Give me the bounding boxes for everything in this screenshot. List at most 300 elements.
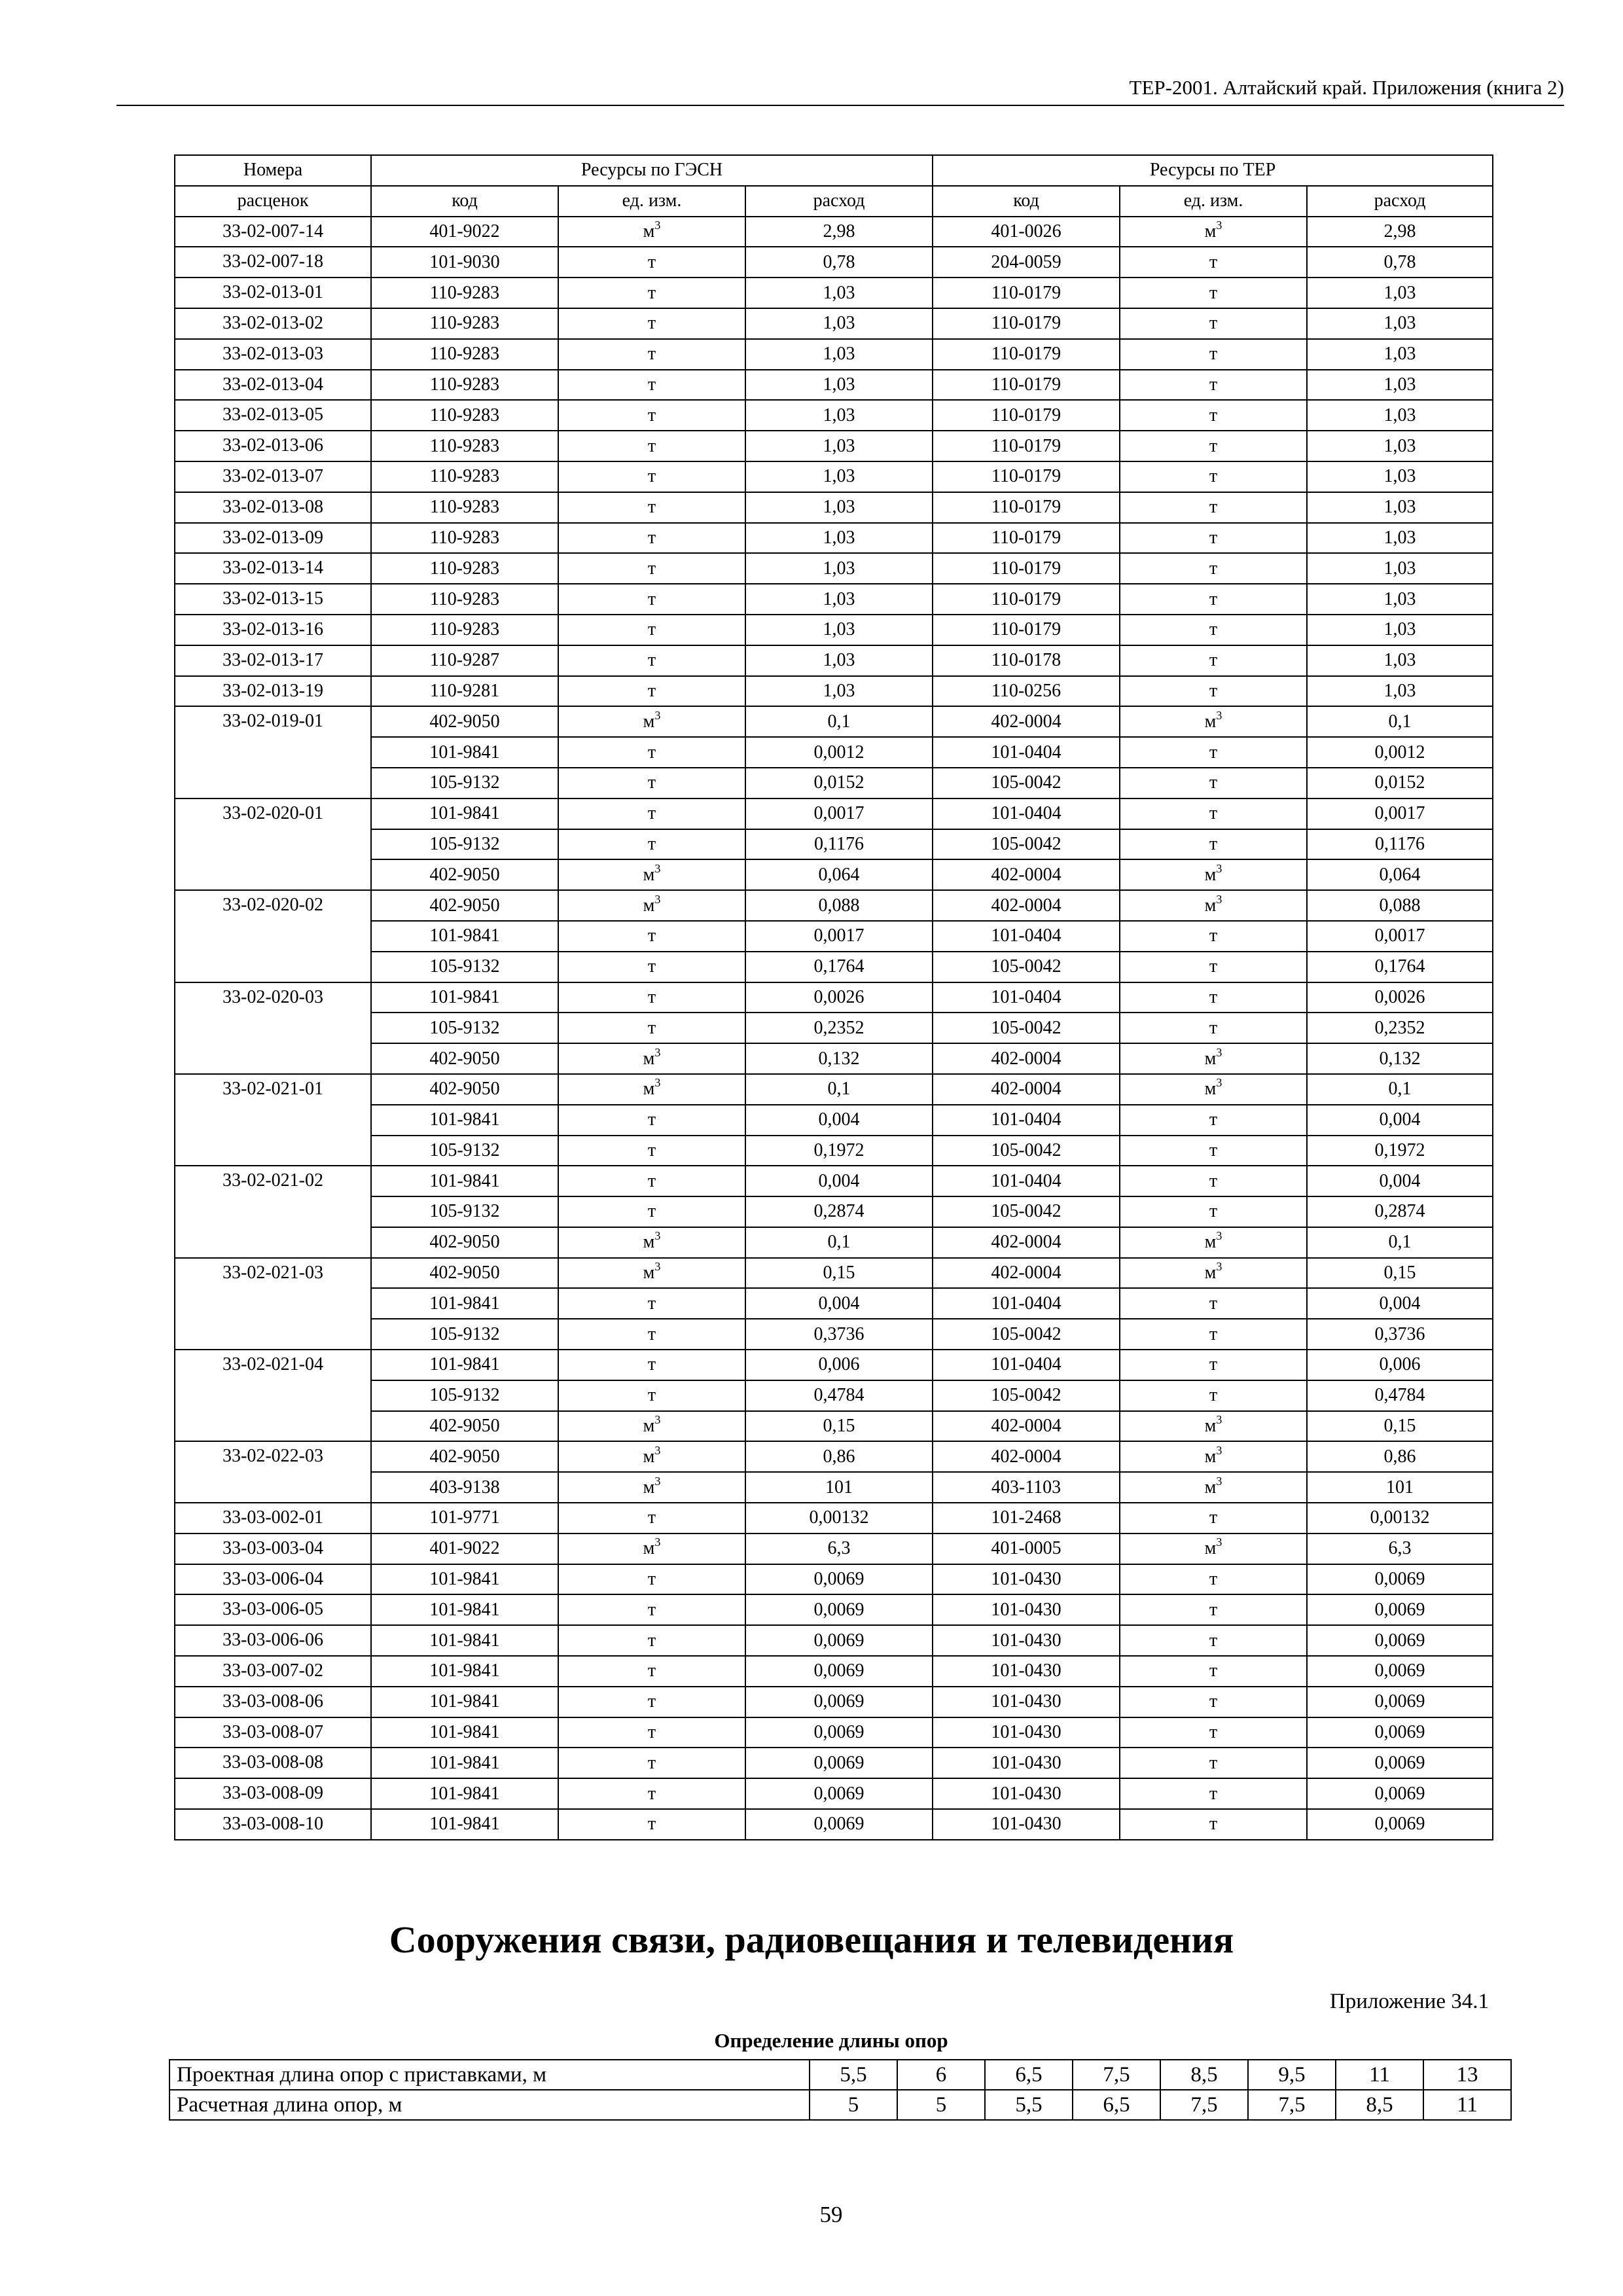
gesn-consumption-cell: 1,03 — [745, 339, 933, 370]
table-row — [175, 829, 1493, 860]
running-header: ТЕР-2001. Алтайский край. Приложения (книга 2) — [116, 71, 1564, 106]
ter-unit-cell: $м^3$ — [1120, 1258, 1307, 1289]
gesn-consumption-cell: 0,0017 — [745, 798, 933, 829]
gesn-code-cell: 101-9841 — [371, 1350, 558, 1380]
rate-number-cell: 33-02-013-01 — [175, 278, 371, 308]
ter-unit-cell: т — [1120, 645, 1307, 676]
table-row — [175, 247, 1493, 278]
ter-code-cell: 110-0179 — [933, 461, 1120, 492]
gesn-code-cell: 101-9841 — [371, 1564, 558, 1595]
gesn-unit-cell: т — [558, 1717, 745, 1748]
ter-unit-cell: т — [1120, 768, 1307, 798]
ter-consumption-cell: 1,03 — [1307, 676, 1493, 707]
table-row — [175, 308, 1493, 339]
table-row — [175, 461, 1493, 492]
ter-consumption-cell: 1,03 — [1307, 553, 1493, 584]
ter-consumption-cell: 1,03 — [1307, 492, 1493, 523]
table-row — [175, 1472, 1493, 1503]
table-row — [175, 645, 1493, 676]
gesn-code-cell: 101-9841 — [371, 1748, 558, 1778]
ter-consumption-cell: 1,03 — [1307, 278, 1493, 308]
rate-number-cell: 33-02-020-01 — [175, 798, 371, 890]
pole-length-table — [169, 2059, 1512, 2121]
ter-consumption-cell: 0,0069 — [1307, 1656, 1493, 1687]
gesn-consumption-cell: 1,03 — [745, 400, 933, 431]
ter-consumption-cell: 0,0069 — [1307, 1687, 1493, 1717]
gesn-consumption-cell: 0,064 — [745, 859, 933, 890]
ter-unit-cell: $м^3$ — [1120, 1472, 1307, 1503]
gesn-consumption-cell: 0,86 — [745, 1441, 933, 1472]
gesn-consumption-cell: 0,1 — [745, 706, 933, 737]
table-row — [175, 952, 1493, 982]
rate-number-cell: 33-02-013-14 — [175, 553, 371, 584]
rate-number-cell: 33-03-008-10 — [175, 1809, 371, 1840]
ter-code-cell: 402-0004 — [933, 1043, 1120, 1074]
table-row — [175, 737, 1493, 768]
ter-code-cell: 204-0059 — [933, 247, 1120, 278]
gesn-consumption-cell: 0,3736 — [745, 1319, 933, 1350]
ter-consumption-cell: 0,2874 — [1307, 1196, 1493, 1227]
ter-consumption-cell: 6,3 — [1307, 1534, 1493, 1564]
ter-code-cell: 101-2468 — [933, 1503, 1120, 1534]
table-row — [175, 1809, 1493, 1840]
ter-unit-cell: т — [1120, 798, 1307, 829]
gesn-code-cell: 101-9841 — [371, 1594, 558, 1625]
rate-number-cell: 33-02-013-03 — [175, 339, 371, 370]
gesn-code-cell: 101-9841 — [371, 1656, 558, 1687]
row-label: Расчетная длина опор, м — [169, 2090, 810, 2120]
ter-unit-cell: т — [1120, 829, 1307, 860]
gesn-consumption-cell: 1,03 — [745, 370, 933, 401]
gesn-consumption-cell: 0,004 — [745, 1166, 933, 1196]
gesn-code-cell: 105-9132 — [371, 952, 558, 982]
table-row — [175, 1319, 1493, 1350]
gesn-code-cell: 110-9283 — [371, 278, 558, 308]
table-row — [175, 798, 1493, 829]
ter-consumption-cell: 0,004 — [1307, 1105, 1493, 1136]
table-subtitle: Определение длины опор — [714, 2029, 948, 2052]
ter-consumption-cell: 0,0069 — [1307, 1717, 1493, 1748]
gesn-code-cell: 101-9841 — [371, 982, 558, 1013]
gesn-unit-cell: т — [558, 1288, 745, 1319]
gesn-consumption-cell: 1,03 — [745, 553, 933, 584]
ter-code-cell: 402-0004 — [933, 859, 1120, 890]
gesn-unit-cell: т — [558, 308, 745, 339]
gesn-unit-cell: $м^3$ — [558, 1441, 745, 1472]
gesn-unit-cell: т — [558, 400, 745, 431]
ter-consumption-cell: 1,03 — [1307, 400, 1493, 431]
ter-consumption-cell: 1,03 — [1307, 523, 1493, 554]
gesn-unit-cell: т — [558, 523, 745, 554]
table-row — [175, 1625, 1493, 1656]
table-row — [175, 706, 1493, 737]
gesn-consumption-cell: 0,0069 — [745, 1594, 933, 1625]
ter-code-cell: 105-0042 — [933, 1380, 1120, 1411]
ter-consumption-cell: 0,1972 — [1307, 1136, 1493, 1166]
ter-consumption-cell: 0,0069 — [1307, 1748, 1493, 1778]
gesn-unit-cell: т — [558, 1105, 745, 1136]
resource-table-header — [175, 155, 1493, 217]
gesn-code-cell: 101-9841 — [371, 1625, 558, 1656]
ter-code-cell: 101-0430 — [933, 1625, 1120, 1656]
ter-code-cell: 101-0430 — [933, 1687, 1120, 1717]
ter-consumption-cell: 0,132 — [1307, 1043, 1493, 1074]
ter-code-cell: 110-0179 — [933, 339, 1120, 370]
gesn-consumption-cell: 0,4784 — [745, 1380, 933, 1411]
ter-consumption-cell: 0,004 — [1307, 1166, 1493, 1196]
ter-consumption-cell: 1,03 — [1307, 308, 1493, 339]
col-number-header-line2: расценок — [175, 186, 371, 217]
ter-unit-cell: $м^3$ — [1120, 890, 1307, 921]
rate-number-cell: 33-02-013-08 — [175, 492, 371, 523]
gesn-code-cell: 110-9283 — [371, 584, 558, 615]
table-row — [175, 1136, 1493, 1166]
gesn-unit-cell: $м^3$ — [558, 1534, 745, 1564]
gesn-consumption-cell: 1,03 — [745, 308, 933, 339]
gesn-consumption-cell: 0,1764 — [745, 952, 933, 982]
gesn-unit-cell: т — [558, 768, 745, 798]
rate-number-cell: 33-03-008-09 — [175, 1778, 371, 1809]
ter-unit-cell: т — [1120, 1656, 1307, 1687]
ter-unit-cell: т — [1120, 584, 1307, 615]
gesn-consumption-cell: 0,0152 — [745, 768, 933, 798]
ter-unit-cell: т — [1120, 1350, 1307, 1380]
ter-unit-cell: $м^3$ — [1120, 1441, 1307, 1472]
gesn-code-cell: 101-9841 — [371, 1105, 558, 1136]
pole-length-value: 6,5 — [1073, 2090, 1160, 2120]
gesn-consumption-cell: 0,1176 — [745, 829, 933, 860]
table-row — [175, 584, 1493, 615]
table-row — [175, 1534, 1493, 1564]
ter-code-cell: 110-0179 — [933, 553, 1120, 584]
gesn-unit-cell: $м^3$ — [558, 1411, 745, 1442]
ter-code-cell: 110-0179 — [933, 615, 1120, 645]
gesn-code-cell: 110-9283 — [371, 308, 558, 339]
ter-code-cell: 101-0404 — [933, 1166, 1120, 1196]
ter-consumption-cell: 0,0069 — [1307, 1778, 1493, 1809]
gesn-consumption-cell: 0,0012 — [745, 737, 933, 768]
rate-number-cell: 33-02-020-02 — [175, 890, 371, 982]
ter-code-cell: 401-0005 — [933, 1534, 1120, 1564]
rate-number-cell: 33-02-019-01 — [175, 706, 371, 798]
ter-code-cell: 110-0179 — [933, 308, 1120, 339]
ter-unit-cell: т — [1120, 1687, 1307, 1717]
ter-unit-cell: т — [1120, 278, 1307, 308]
gesn-unit-cell: т — [558, 1319, 745, 1350]
ter-consumption-cell: 0,0012 — [1307, 737, 1493, 768]
ter-code-cell: 105-0042 — [933, 1013, 1120, 1043]
gesn-code-cell: 110-9283 — [371, 615, 558, 645]
ter-code-cell: 101-0404 — [933, 921, 1120, 952]
gesn-code-cell: 402-9050 — [371, 706, 558, 737]
table-row — [175, 278, 1493, 308]
ter-unit-cell: т — [1120, 1013, 1307, 1043]
gesn-code-cell: 105-9132 — [371, 1380, 558, 1411]
rate-number-cell: 33-03-006-06 — [175, 1625, 371, 1656]
ter-consumption-cell: 0,064 — [1307, 859, 1493, 890]
gesn-consumption-cell: 0,088 — [745, 890, 933, 921]
gesn-consumption-cell: 0,0069 — [745, 1625, 933, 1656]
gesn-code-cell: 110-9283 — [371, 492, 558, 523]
ter-unit-cell: т — [1120, 1748, 1307, 1778]
gesn-unit-cell: т — [558, 461, 745, 492]
table-row — [175, 1288, 1493, 1319]
table-row — [175, 1594, 1493, 1625]
gesn-consumption-cell: 0,0069 — [745, 1809, 933, 1840]
ter-consumption-cell: 0,0152 — [1307, 768, 1493, 798]
ter-consumption-header: расход — [1307, 186, 1493, 217]
table-row — [175, 1380, 1493, 1411]
gesn-consumption-cell: 1,03 — [745, 645, 933, 676]
ter-code-cell: 101-0430 — [933, 1717, 1120, 1748]
ter-code-cell: 101-0404 — [933, 1288, 1120, 1319]
resource-table-body — [175, 217, 1493, 1840]
ter-code-cell: 110-0179 — [933, 400, 1120, 431]
gesn-consumption-cell: 1,03 — [745, 523, 933, 554]
ter-code-cell: 402-0004 — [933, 1074, 1120, 1105]
ter-consumption-cell: 1,03 — [1307, 339, 1493, 370]
gesn-consumption-cell: 1,03 — [745, 492, 933, 523]
ter-unit-cell: т — [1120, 461, 1307, 492]
table-row — [175, 370, 1493, 401]
gesn-code-cell: 105-9132 — [371, 1013, 558, 1043]
gesn-unit-cell: т — [558, 1166, 745, 1196]
rate-number-cell: 33-02-007-14 — [175, 217, 371, 247]
gesn-unit-cell: т — [558, 798, 745, 829]
gesn-unit-cell: $м^3$ — [558, 217, 745, 247]
table-row — [175, 553, 1493, 584]
gesn-consumption-cell: 0,006 — [745, 1350, 933, 1380]
ter-consumption-cell: 0,088 — [1307, 890, 1493, 921]
table-row — [175, 1013, 1493, 1043]
gesn-consumption-cell: 6,3 — [745, 1534, 933, 1564]
gesn-unit-cell: $м^3$ — [558, 1472, 745, 1503]
gesn-code-cell: 105-9132 — [371, 1136, 558, 1166]
rate-number-cell: 33-02-013-05 — [175, 400, 371, 431]
gesn-code-cell: 110-9283 — [371, 339, 558, 370]
ter-code-cell: 402-0004 — [933, 1258, 1120, 1289]
gesn-code-cell: 105-9132 — [371, 1319, 558, 1350]
table-row — [175, 1258, 1493, 1289]
ter-consumption-cell: 0,006 — [1307, 1350, 1493, 1380]
gesn-code-cell: 105-9132 — [371, 1196, 558, 1227]
ter-unit-cell: т — [1120, 308, 1307, 339]
ter-unit-cell: т — [1120, 921, 1307, 952]
ter-consumption-cell: 0,15 — [1307, 1258, 1493, 1289]
gesn-consumption-cell: 0,0069 — [745, 1717, 933, 1748]
ter-code-cell: 101-0430 — [933, 1564, 1120, 1595]
gesn-consumption-cell: 0,1 — [745, 1227, 933, 1258]
gesn-unit-cell: т — [558, 921, 745, 952]
rate-number-cell: 33-03-008-07 — [175, 1717, 371, 1748]
gesn-unit-header: ед. изм. — [558, 186, 745, 217]
gesn-unit-cell: $м^3$ — [558, 1258, 745, 1289]
gesn-unit-cell: т — [558, 645, 745, 676]
gesn-code-cell: 105-9132 — [371, 768, 558, 798]
ter-code-cell: 101-0430 — [933, 1748, 1120, 1778]
gesn-consumption-cell: 0,0017 — [745, 921, 933, 952]
col-number-header: Номера — [175, 155, 371, 186]
gesn-consumption-cell: 0,0069 — [745, 1656, 933, 1687]
gesn-unit-cell: т — [558, 676, 745, 707]
table-row — [175, 1717, 1493, 1748]
ter-code-cell: 110-0256 — [933, 676, 1120, 707]
rate-number-cell: 33-02-013-16 — [175, 615, 371, 645]
gesn-unit-cell: $м^3$ — [558, 1074, 745, 1105]
table-row — [175, 1748, 1493, 1778]
gesn-code-cell: 110-9283 — [371, 431, 558, 461]
ter-code-cell: 101-0430 — [933, 1656, 1120, 1687]
ter-code-cell: 402-0004 — [933, 706, 1120, 737]
ter-code-cell: 402-0004 — [933, 1227, 1120, 1258]
gesn-consumption-cell: 0,004 — [745, 1288, 933, 1319]
rate-number-cell: 33-02-013-04 — [175, 370, 371, 401]
ter-unit-cell: т — [1120, 1196, 1307, 1227]
pole-length-value: 13 — [1423, 2060, 1511, 2090]
ter-consumption-cell: 0,0069 — [1307, 1564, 1493, 1595]
table-row — [175, 217, 1493, 247]
gesn-code-cell: 110-9287 — [371, 645, 558, 676]
ter-consumption-cell: 1,03 — [1307, 370, 1493, 401]
table-row — [175, 982, 1493, 1013]
gesn-code-cell: 101-9841 — [371, 798, 558, 829]
gesn-consumption-cell: 101 — [745, 1472, 933, 1503]
gesn-unit-cell: т — [558, 1656, 745, 1687]
ter-unit-cell: т — [1120, 1503, 1307, 1534]
gesn-unit-cell: $м^3$ — [558, 1227, 745, 1258]
pole-length-value: 7,5 — [1073, 2060, 1160, 2090]
gesn-unit-cell: т — [558, 431, 745, 461]
gesn-unit-cell: т — [558, 339, 745, 370]
ter-consumption-cell: 0,004 — [1307, 1288, 1493, 1319]
gesn-unit-cell: т — [558, 1564, 745, 1595]
table-row — [175, 615, 1493, 645]
table-row — [175, 1105, 1493, 1136]
rate-number-cell: 33-02-021-03 — [175, 1258, 371, 1350]
table-row — [175, 1441, 1493, 1472]
gesn-consumption-cell: 1,03 — [745, 461, 933, 492]
ter-unit-cell: т — [1120, 431, 1307, 461]
gesn-code-cell: 110-9283 — [371, 370, 558, 401]
ter-code-cell: 110-0179 — [933, 523, 1120, 554]
gesn-unit-cell: т — [558, 829, 745, 860]
gesn-consumption-cell: 0,0069 — [745, 1778, 933, 1809]
gesn-unit-cell: т — [558, 278, 745, 308]
ter-consumption-cell: 1,03 — [1307, 584, 1493, 615]
table-row — [175, 1350, 1493, 1380]
rate-number-cell: 33-03-008-08 — [175, 1748, 371, 1778]
gesn-consumption-cell: 0,15 — [745, 1411, 933, 1442]
ter-consumption-cell: 0,1 — [1307, 1227, 1493, 1258]
ter-unit-cell: т — [1120, 553, 1307, 584]
pole-length-value: 7,5 — [1160, 2090, 1248, 2120]
ter-unit-cell: т — [1120, 1166, 1307, 1196]
gesn-code-cell: 402-9050 — [371, 1258, 558, 1289]
ter-unit-cell: т — [1120, 982, 1307, 1013]
gesn-unit-cell: т — [558, 1594, 745, 1625]
gesn-consumption-cell: 0,78 — [745, 247, 933, 278]
page-number: 59 — [819, 2202, 843, 2227]
gesn-code-cell: 101-9771 — [371, 1503, 558, 1534]
ter-code-cell: 110-0178 — [933, 645, 1120, 676]
gesn-consumption-cell: 1,03 — [745, 278, 933, 308]
rate-number-cell: 33-02-013-15 — [175, 584, 371, 615]
gesn-unit-cell: т — [558, 1809, 745, 1840]
table-row — [175, 1166, 1493, 1196]
gesn-code-cell: 402-9050 — [371, 1411, 558, 1442]
gesn-unit-cell: т — [558, 982, 745, 1013]
ter-unit-cell: т — [1120, 676, 1307, 707]
rate-number-cell: 33-02-013-07 — [175, 461, 371, 492]
pole-length-value: 5,5 — [985, 2090, 1073, 2120]
ter-consumption-cell: 0,0026 — [1307, 982, 1493, 1013]
ter-code-cell: 101-0430 — [933, 1809, 1120, 1840]
table-row — [175, 400, 1493, 431]
table-row — [175, 492, 1493, 523]
ter-consumption-cell: 1,03 — [1307, 645, 1493, 676]
ter-consumption-cell: 0,1176 — [1307, 829, 1493, 860]
table-row — [175, 1503, 1493, 1534]
pole-length-value: 11 — [1336, 2060, 1423, 2090]
table-row — [175, 768, 1493, 798]
table-row — [175, 1074, 1493, 1105]
ter-unit-cell: $м^3$ — [1120, 1043, 1307, 1074]
ter-consumption-cell: 0,1 — [1307, 706, 1493, 737]
pole-length-value: 6,5 — [985, 2060, 1073, 2090]
ter-code-cell: 105-0042 — [933, 1196, 1120, 1227]
table-row — [175, 1656, 1493, 1687]
ter-unit-cell: $м^3$ — [1120, 1227, 1307, 1258]
gesn-unit-cell: т — [558, 247, 745, 278]
ter-unit-cell: т — [1120, 400, 1307, 431]
gesn-code-cell: 402-9050 — [371, 1441, 558, 1472]
ter-consumption-cell: 0,1764 — [1307, 952, 1493, 982]
section-title: Сооружения связи, радиовещания и телевидения — [389, 1918, 1234, 1961]
ter-code-cell: 403-1103 — [933, 1472, 1120, 1503]
rate-number-cell: 33-02-022-03 — [175, 1441, 371, 1503]
gesn-unit-cell: $м^3$ — [558, 706, 745, 737]
gesn-consumption-cell: 1,03 — [745, 584, 933, 615]
ter-consumption-cell: 0,86 — [1307, 1441, 1493, 1472]
gesn-consumption-cell: 0,00132 — [745, 1503, 933, 1534]
table-row — [175, 1778, 1493, 1809]
ter-unit-cell: т — [1120, 1319, 1307, 1350]
ter-code-cell: 101-0404 — [933, 1105, 1120, 1136]
ter-unit-cell: т — [1120, 1625, 1307, 1656]
ter-unit-cell: т — [1120, 370, 1307, 401]
ter-code-cell: 402-0004 — [933, 1441, 1120, 1472]
gesn-code-cell: 101-9841 — [371, 1809, 558, 1840]
gesn-consumption-cell: 1,03 — [745, 615, 933, 645]
table-row — [175, 921, 1493, 952]
ter-code-header: код — [933, 186, 1120, 217]
ter-unit-header: ед. изм. — [1120, 186, 1307, 217]
gesn-code-cell: 402-9050 — [371, 859, 558, 890]
gesn-unit-cell: т — [558, 1380, 745, 1411]
ter-unit-cell: т — [1120, 1288, 1307, 1319]
ter-unit-cell: $м^3$ — [1120, 1074, 1307, 1105]
table-row — [175, 1411, 1493, 1442]
ter-consumption-cell: 0,4784 — [1307, 1380, 1493, 1411]
rate-number-cell: 33-02-020-03 — [175, 982, 371, 1074]
rate-number-cell: 33-03-003-04 — [175, 1534, 371, 1564]
gesn-consumption-cell: 2,98 — [745, 217, 933, 247]
rate-number-cell: 33-02-021-01 — [175, 1074, 371, 1166]
table-row — [169, 2060, 1511, 2090]
gesn-code-cell: 110-9281 — [371, 676, 558, 707]
ter-unit-cell: т — [1120, 1778, 1307, 1809]
ter-unit-cell: т — [1120, 615, 1307, 645]
